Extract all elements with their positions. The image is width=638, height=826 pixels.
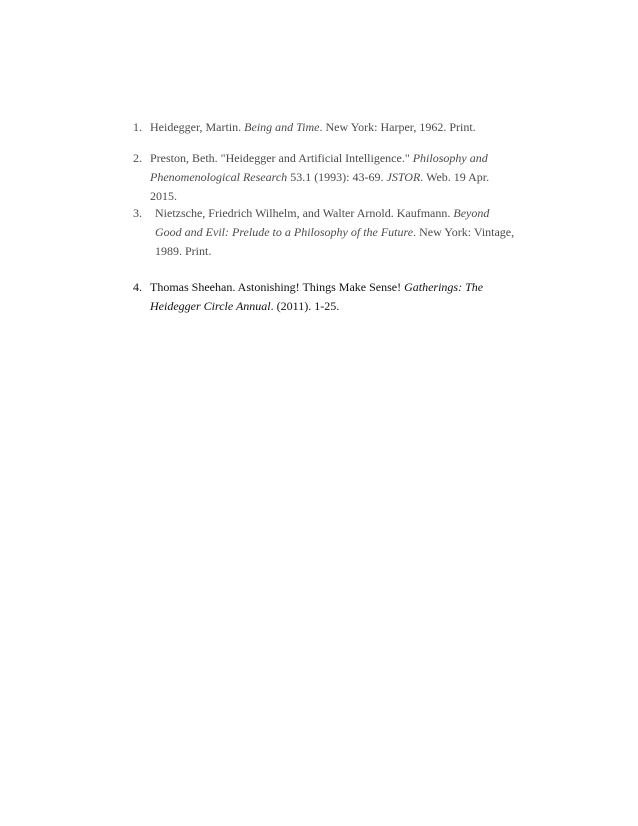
citation-text: Thomas Sheehan. Astonishing! Things Make Sense! (150, 280, 405, 294)
reference-line (155, 204, 533, 223)
reference-line (150, 297, 533, 316)
citation-text: . New York: Vintage, (413, 225, 515, 239)
reference-line (150, 168, 533, 187)
reference-line (150, 278, 533, 297)
italic-title-text: Good and Evil: Prelude to a Philosophy of the Future (155, 225, 414, 239)
italic-title-text: Philosophy and (412, 151, 488, 165)
reference-line (150, 118, 533, 137)
reference-text (150, 118, 533, 137)
italic-title-text: Heidegger Circle Annual (150, 299, 271, 313)
reference-entry-1 (133, 118, 533, 137)
citation-text: Nietzsche, Friedrich Wilhelm, and Walter Arnold. Kaufmann. (155, 206, 454, 220)
reference-number: 4. (133, 280, 142, 294)
citation-text: 2015. (150, 189, 177, 203)
citation-text: . Web. 19 Apr. (420, 170, 490, 184)
reference-entry-3 (133, 204, 533, 261)
italic-title-text: Beyond (453, 206, 490, 220)
citation-text: 1989. Print. (155, 244, 212, 258)
citation-text: . New York: Harper, 1962. Print. (319, 120, 476, 134)
citation-text: 53.1 (1993): 43-69. (287, 170, 387, 184)
reference-number: 3. (133, 206, 142, 220)
reference-number: 1. (133, 120, 142, 134)
italic-title-text: Gatherings: The (404, 280, 484, 294)
reference-text (155, 204, 533, 261)
reference-line (155, 223, 533, 242)
italic-title-text: Phenomenological Research (150, 170, 288, 184)
reference-text (150, 278, 533, 316)
reference-line (155, 242, 533, 261)
reference-entry-4 (133, 278, 533, 316)
italic-title-text: Being and Time (244, 120, 320, 134)
reference-number: 2. (133, 151, 142, 165)
reference-entry-2 (133, 149, 533, 206)
citation-text: Preston, Beth. "Heidegger and Artificial Intelligence." (150, 151, 413, 165)
citation-text: . (2011). 1-25. (270, 299, 340, 313)
citation-text: Heidegger, Martin. (150, 120, 245, 134)
reference-line (150, 149, 533, 168)
reference-text (150, 149, 533, 206)
italic-title-text: JSTOR (386, 170, 421, 184)
